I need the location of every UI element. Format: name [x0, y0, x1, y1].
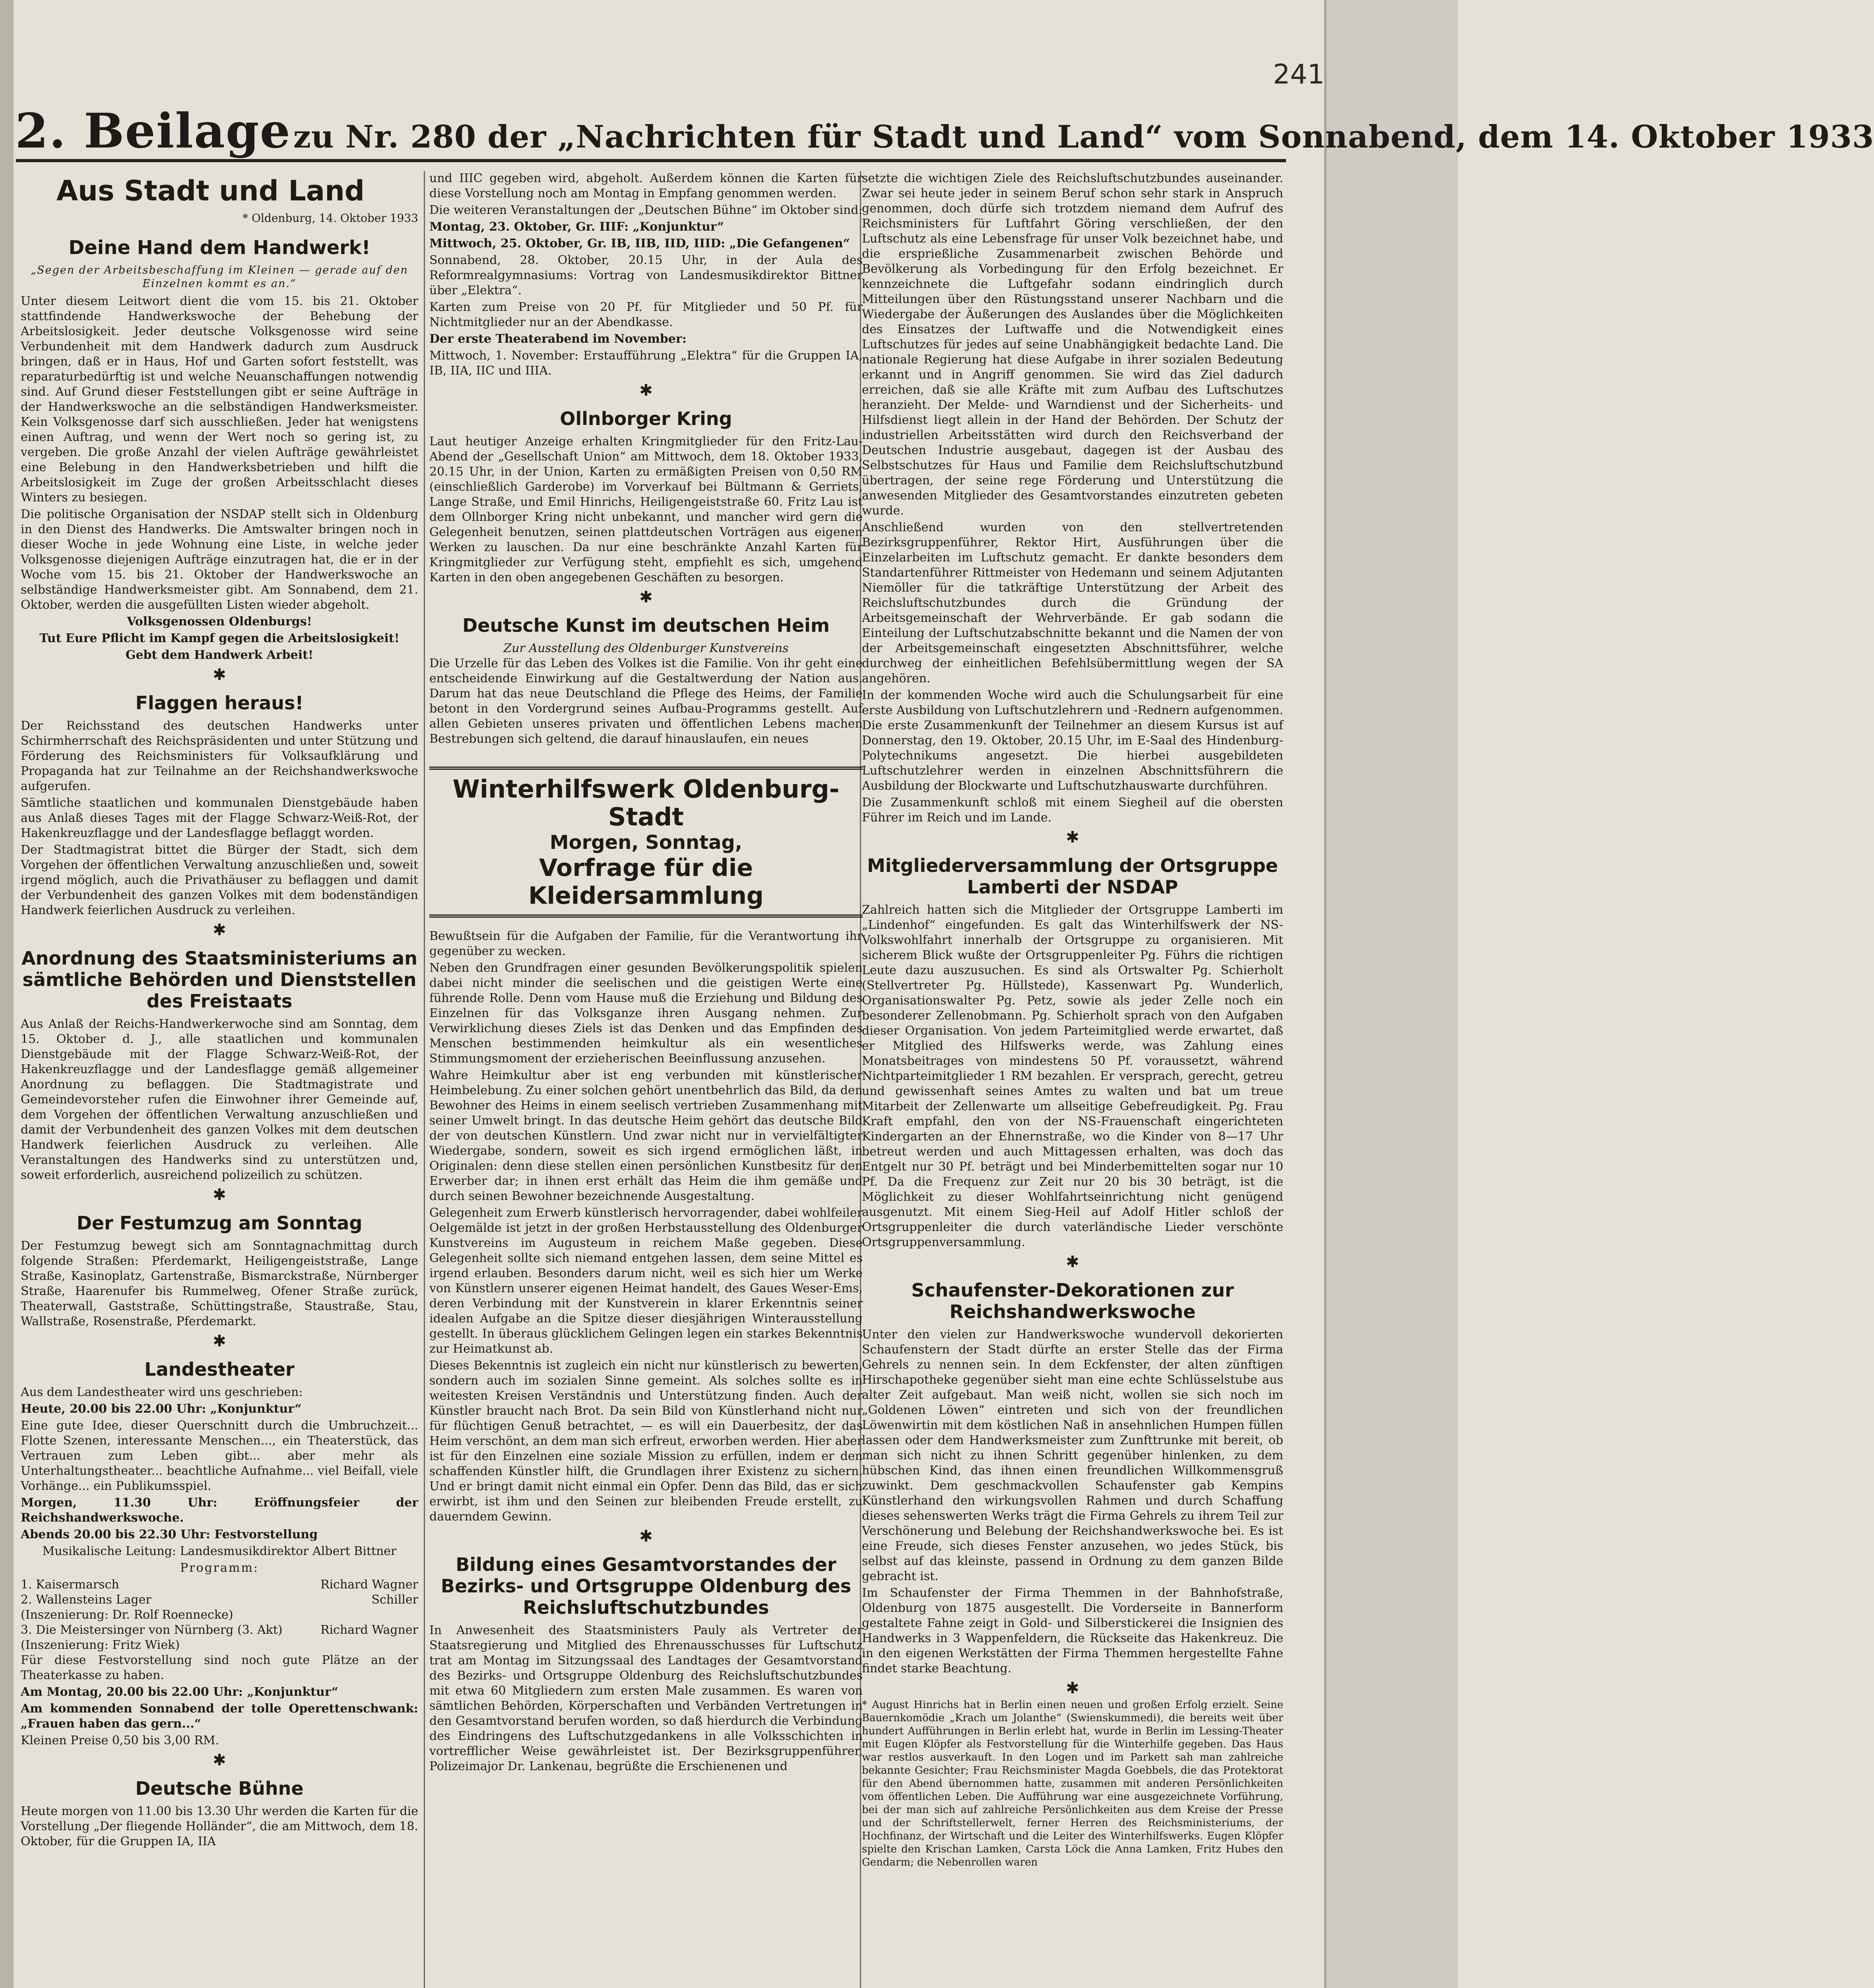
paragraph: Unter diesem Leitwort dient die vom 15. bis 21. Oktober stattfindende Handwerkswoche der Behebung der Arbeitslosigkeit. Jeder deutsche Volksgenosse wird seine Verbundenheit mit dem Handwerk dadurch zum Ausdruck bringen, daß er in Haus, Hof und Garten sofort feststellt, was reparaturbedürftig ist und welche Neuanschaffungen notwendig sind. Auf Grund dieser Feststellungen gibt er seine Aufträge in der Handwerkswoche an die selbständigen Handwerksmeister. Kein Volksgenosse darf sich ausschließen. Jeder hat wenigstens einen Auftrag, und wenn der Wert noch so gering ist, zu vergeben. Die große Anzahl der vielen Aufträge gewährleistet eine Belebung in den Handwerksbetrieben und hilft die Arbeitslosigkeit im Zuge der großen Arbeitsschlacht dieses Winters zu besiegen. [21, 294, 418, 505]
paragraph: Eine gute Idee, dieser Querschnitt durch die Umbruchzeit... Flotte Szenen, interessante Menschen..., ein Theaterstück, das Vertrauen zum Leben gibt... aber mehr als Unterhaltungstheater... beachtliche Aufnahme... viel Beifall, viele Vorhänge... ein Publikumsspiel. [21, 1419, 418, 1493]
column-3 [862, 171, 1283, 1988]
dateline: * Oldenburg, 14. Oktober 1933 [242, 212, 418, 225]
paragraph: Am kommenden Sonnabend der tolle Operettenschwank: „Frauen haben das gern...“ [21, 1702, 418, 1731]
paragraph: Sonnabend, 28. Oktober, 20.15 Uhr, in der Aula des Reformrealgymnasiums: Vortrag von Landesmusikdirektor Bittner über „Elektra“. [429, 253, 863, 297]
article-title: Landestheater [144, 1359, 295, 1380]
paragraph: Aus Anlaß der Reichs-Handwerkerwoche sind am Sonntag, dem 15. Oktober d. J., alle staatlichen und kommunalen Dienstgebäude mit der Flagge Schwarz-Weiß-Rot, der Hakenkreuzflagge und der Landesflagge gemäß allgemeiner Anordnung zu beflaggen. Die Stadtmagistrate und Gemeindevorsteher rufen die Einwohner ihrer Gemeinde auf, dem Vorgehen der öffentlichen Verwaltung anzuschließen und damit der Verbundenheit des ganzen Volkes mit dem deutschen Handwerk feierlichen Ausdruck zu verleihen. Alle Veranstaltungen des Handwerks sind zu unterstützen und, soweit erforderlich, ausreichend polizeilich zu schützen. [21, 1017, 418, 1182]
announcement-box [429, 767, 863, 918]
paragraph: Heute morgen von 11.00 bis 13.30 Uhr werden die Karten für die Vorstellung „Der fliegende Holländer“, die am Mittwoch, dem 18. Oktober, für die Gruppen IA, IIA [21, 1804, 419, 1848]
masthead-text: zu Nr. 280 der „Nachrichten für Stadt und Land“ vom Sonnabend, dem 14. Oktober 1933 [293, 119, 1874, 155]
article-title: Ollnborger Kring [560, 408, 732, 429]
paragraph: Anschließend wurden von den stellvertretenden Bezirksgruppenführer, Rektor Hirt, Ausführungen über die Einzelarbeiten im Luftschutz gemacht. Er dankte besonders dem Standartenführer Rittmeister von Hedemann und seinem Adjutanten Niemöller für die tatkräftige Unterstützung der Arbeit des Reichsluftschutzbundes durch die Gründung der Arbeitsgemeinschaft der Wehrverbände. Er gab sodann die Einteilung der Luftschutzabschnitte bekannt und die Namen der von der Arbeitsgemeinschaft eingesetzten Abschnittsführer, welche durchweg der einheitlichen Befehlsübermittlung wegen der SA angehören. [862, 520, 1283, 685]
separator-star: ✱ [213, 1186, 226, 1204]
supplement-number: 2. Beilage [15, 103, 291, 159]
paragraph: Der Festumzug bewegt sich am Sonntagnachmittag durch folgende Straßen: Pferdemarkt, Heiligengeiststraße, Lange Straße, Kasinoplatz, Gartenstraße, Bismarckstraße, Nürnberger Straße, Haarenufer bis Rummelweg, Ofener Straße zurück, Theaterwall, Gaststraße, Schüttingstraße, Staustraße, Stau, Wallstraße, Rosenstraße, Pferdemarkt. [21, 1239, 418, 1328]
article-motto: „Segen der Arbeitsbeschaffung im Kleinen — gerade auf den Einzelnen kommt es an.“ [31, 264, 408, 290]
appeal-line: Gebt dem Handwerk Arbeit! [125, 648, 314, 662]
announcement-subtitle: Morgen, Sonntag, [549, 831, 743, 854]
paragraph: Aus dem Landestheater wird uns geschrieben: [21, 1385, 303, 1399]
paragraph: Die Urzelle für das Leben des Volkes ist die Familie. Von ihr geht eine entscheidende Einwirkung auf die Gestaltwerdung der Nation aus. Darum hat das neue Deutschland die Pflege des Heims, der Familie betont in den Vordergrund seines Aufbau-Programms gestellt. Auf allen Gebieten unseres privaten und öffentlichen Lebens machen Bestrebungen sich geltend, die darauf hinauslaufen, ein neues [429, 656, 863, 746]
paragraph: Die weiteren Veranstaltungen der „Deutschen Bühne“ im Oktober sind: [429, 203, 863, 217]
separator-star: ✱ [639, 1527, 653, 1545]
paragraph: und IIIC gegeben wird, abgeholt. Außerdem können die Karten für diese Vorstellung noch am Montag in Empfang genommen werden. [429, 171, 863, 200]
appeal-line: Volksgenossen Oldenburgs! [127, 615, 312, 629]
separator-star: ✱ [213, 921, 226, 939]
paragraph: Mittwoch, 1. November: Erstaufführung „Elektra“ für die Gruppen IA, IB, IIA, IIC und IIIA. [429, 349, 863, 378]
separator-star: ✱ [1066, 1679, 1079, 1697]
announcement-title: Winterhilfswerk Oldenburg-Stadt [452, 775, 840, 831]
appeal-line: Tut Eure Pflicht im Kampf gegen die Arbeitslosigkeit! [39, 631, 400, 645]
separator-star: ✱ [1066, 1253, 1079, 1271]
paragraph: Karten zum Preise von 20 Pf. für Mitglieder und 50 Pf. für Nichtmitglieder nur an der Abendkasse. [429, 300, 863, 329]
article-title: Mitgliederversammlung der Ortsgruppe Lamberti der NSDAP [867, 855, 1278, 898]
column-2 [429, 171, 863, 1988]
article-title: Flaggen heraus! [135, 692, 304, 714]
column-divider [424, 171, 425, 1988]
column-1 [21, 171, 418, 1988]
article-title: Anordnung des Staatsministeriums an sämtliche Behörden und Dienststellen des Freistaats [21, 947, 417, 1012]
paragraph: Der erste Theaterabend im November: [429, 332, 687, 346]
article-title: Deine Hand dem Handwerk! [68, 237, 371, 259]
paragraph: In der kommenden Woche wird auch die Schulungsarbeit für eine erste Ausbildung von Luftschutzlehrern und -Rednern aufgenommen. Die erste Zusammenkunft der Teilnehmer an diesem Kursus ist auf Donnerstag, den 19. Oktober, 20.15 Uhr, im E-Saal des Hindenburg-Polytechnikums angesetzt. Die hierbei ausgebildeten Luftschutzlehrer werden in einzelnen Abschnittsführern die Ausbildung der Blockwarte und Luftschutzhauswarte durchführen. [862, 688, 1283, 793]
paragraph: setzte die wichtigen Ziele des Reichsluftschutzbundes auseinander. Zwar sei heute jeder in seinem Beruf schon sehr stark in Anspruch genommen, doch dürfe sich trotzdem niemand dem Aufruf des Reichsministers für Luftfahrt Göring verschließen, der den Luftschutz als eine Lebensfrage für unser Volk bezeichnet habe, und die ersprießliche Zusammenarbeit zwischen Behörde und Bevölkerung als Vorbedingung für den Erfolg bezeichnet. Er kennzeichnete die Luftgefahr sodann eindringlich durch Mitteilungen über den Rüstungsstand unserer Nachbarn und die Wiedergabe der Äußerungen des Auslandes über die Möglichkeiten des Einsatzes der Luftwaffe und die Notwendigkeit eines Luftschutzes für jedes auf seine Unabhängigkeit bedachte Land. Die nationale Regierung hat diese Aufgabe in ihrer sozialen Bedeutung erkannt und in Angriff genommen. Sie wird das Ziel dadurch erreichen, daß sie alle Kräfte mit zum Aufbau des Luftschutzes heranzieht. Der Melde- und Warndienst und der Sicherheits- und Hilfsdienst liegt allein in der Hand der Behörden. Der Schutz der industriellen Arbeitsstätten wird durch den Reichsverband der Deutschen Industrie ausgebaut, dagegen ist der Ausbau des Selbstschutzes für Haus und Familie dem Reichsluftschutzbund übertragen, der seine rege Förderung und Unterstützung die anwesenden Mitglieder des Gesamtvorstandes einzutreten gebeten wurde. [862, 171, 1283, 518]
program-item: 2. Wallensteins Lager Schiller [21, 1593, 418, 1607]
separator-star: ✱ [1066, 828, 1079, 846]
page-number: 241 [1273, 59, 1325, 90]
article-title: Schaufenster-Dekorationen zur Reichshandwerkswoche [911, 1279, 1234, 1322]
separator-star: ✱ [213, 1751, 226, 1769]
section-title: Aus Stadt und Land [56, 175, 365, 207]
paragraph: Wahre Heimkultur aber ist eng verbunden mit künstlerischer Heimbelebung. Zu einer solchen gehört unentbehrlich das Bild, da den Bewohner des Heims in einem seelisch vertrieben Zusammenhang mit seiner Umwelt bringt. In das deutsche Heim gehört das deutsche Bild der von deutschen Künstlern. Und zwar nicht nur in vervielfältigter Wiedergabe, sondern, soweit es sich irgend ermöglichen läßt, in Originalen: denn diese stellen einen persönlichen Kunstbesitz für den Erwerber dar; in ihnen erst erhält das Heim die ihm gemäße und durch seinen Bewohner bezeichnende Ausgestaltung. [429, 1068, 863, 1203]
article-subtitle: Zur Ausstellung des Oldenburger Kunstvereins [503, 641, 789, 655]
article-title: Deutsche Bühne [135, 1778, 304, 1799]
paragraph: Heute, 20.00 bis 22.00 Uhr: „Konjunktur“ [21, 1402, 302, 1416]
paragraph: Gelegenheit zum Erwerb künstlerisch hervorragender, dabei wohlfeiler Oelgemälde ist jetzt in der großen Herbstausstellung des Oldenburger Kunstvereins im Augusteum in reichem Maße gegeben. Diese Gelegenheit sollte sich niemand entgehen lassen, dem seine Mittel es irgend erlauben. Besonders darum nicht, weil es sich hier um Werke von Künstlern unserer eigenen Heimat handelt, des Gaues Weser-Ems, deren Verbindung mit der Kunstverein in klarer Erkenntnis seiner idealen Aufgabe an die Spitze dieser diesjährigen Winterausstellung gestellt. In überaus glücklichem Gelingen legen ein starkes Bekenntnis zur Heimatkunst ab. [429, 1206, 863, 1356]
paragraph: Bewußtsein für die Aufgaben der Familie, für die Verantwortung ihr gegenüber zu wecken. [429, 929, 863, 958]
paragraph: Sämtliche staatlichen und kommunalen Dienstgebäude haben aus Anlaß dieses Tages mit der Flagge Schwarz-Weiß-Rot, der Hakenkreuzflagge und der Landesflagge beflaggt worden. [21, 796, 418, 840]
program-item: 1. Kaisermarsch Richard Wagner [21, 1578, 418, 1592]
program-item: (Inszenierung: Dr. Rolf Roennecke) [21, 1608, 233, 1622]
paragraph: Montag, 23. Oktober, Gr. IIIF: „Konjunktur“ [429, 220, 724, 234]
paragraph: Die politische Organisation der NSDAP stellt sich in Oldenburg in den Dienst des Handwerks. Die Amtswalter bringen noch in dieser Woche in jede Wohnung eine Liste, in welche jeder Volksgenosse diejenigen Aufträge einzutragen hat, die er in der Woche vom 15. bis 21. Oktober der Handwerkswoche an selbständige Handwerksmeister gibt. Am Sonnabend, dem 21. Oktober, werden die ausgefüllten Listen wieder abgeholt. [21, 507, 418, 612]
paragraph: Laut heutiger Anzeige erhalten Kringmitglieder für den Fritz-Lau-Abend der „Gesellschaft Union“ am Mittwoch, dem 18. Oktober 1933, 20.15 Uhr, in der Union, Karten zu ermäßigten Preisen von 0,50 RM (einschließlich Garderobe) im Vorverkauf bei Bültmann & Gerriets, Lange Straße, und Emil Hinrichs, Heiligengeiststraße 60. Fritz Lau ist dem Ollnborger Kring nicht unbekannt, und mancher wird gern die Gelegenheit benutzen, seinen plattdeutschen Vorträgen aus eigenen Werken zu lauschen. Da nur eine beschränkte Anzahl Karten für Kringmitglieder zur Verfügung steht, empfiehlt es sich, umgehend Karten in den oben angegebenen Geschäften zu besorgen. [429, 435, 863, 584]
paragraph: Am Montag, 20.00 bis 22.00 Uhr: „Konjunktur“ [21, 1685, 339, 1699]
paragraph: Unter den vielen zur Handwerkswoche wundervoll dekorierten Schaufenstern der Stadt dürfte an erster Stelle das der Firma Gehrels zu nennen sein. In dem Eckfenster, der alten zünftigen Hirschapotheke gegenüber sieht man eine echte Schlüsselstube aus alter Zeit aufgebaut. Man weiß nicht, wollen sie sich noch im „Goldenen Löwen“ eintreten und sich von der freundlichen Löwenwirtin mit dem köstlichen Naß in ansehnlichen Humpen füllen lassen oder dem Handwerksmeister zum Zunfttrunke mit bereit, ob man sich nicht zu ihnen Schritt gegenüber hinlenken, zu dem hübschen Kind, das ihnen einen freundlichen Willkommensgruß zuwinkt. Dem geschmackvollen Schaufenster gab Kempins Künstlerhand den wirkungsvollen Rahmen und durch Schaffung dieses sehenswerten Werks trägt die Firma Gehrels zu ihrem Teil zur Verschönerung und Belebung der Reichshandwerkswoche bei. Es ist eine Freude, sich dieses Fenster anzusehen, wo jedes Stück, bis selbst auf das kleinste, passend in Ordnung zu dem ganzen Bilde gebracht ist. [862, 1328, 1283, 1583]
paragraph: Zahlreich hatten sich die Mitglieder der Ortsgruppe Lamberti im „Lindenhof“ eingefunden. Es galt das Winterhilfswerk der NS-Volkswohlfahrt innerhalb der Ortsgruppe zu organisieren. Mit sicherem Blick wußte der Ortsgruppenleiter Pg. Führs die richtigen Leute dazu auszusuchen. Es sind als Ortswalter Pg. Schierholt (Stellvertreter Pg. Hüllstede), Kassenwart Pg. Wunderlich, Organisationswalter Pg. Petz, sowie als jeder Zelle noch ein besonderer Zellenobmann. Pg. Schierholt sprach von den Aufgaben dieser Organisation. Von jedem Parteimitglied werde erwartet, daß er Mitglied des Hilfswerks werde, was Zahlung eines Monatsbeitrages von mindestens 50 Pf. voraussetzt, während Nichtparteimitglieder 1 RM bezahlen. Er versprach, gerecht, getreu und gewissenhaft seines Amtes zu walten und bat um treue Mitarbeit der Zellenwarte um allseitige Gebefreudigkeit. Pg. Frau Kraft empfahl, den von der NS-Frauenschaft eingerichteten Kindergarten an der Ehnernstraße, wo die Kinder von 8—17 Uhr betreut werden und auch Mittagessen erhalten, was doch das Entgelt nur 30 Pf. beträgt und bei Minderbemittelten sogar nur 10 Pf. Da die Frequenz zur Zeit nur 20 bis 30 beträgt, ist die Möglichkeit zu dieser Wohlfahrtseinrichtung nicht genügend ausgenutzt. Mit einem Sieg-Heil auf Adolf Hitler schloß der Ortsgruppenleiter die durch vaterländische Lieder verschönte Ortsgruppenversammlung. [862, 903, 1283, 1249]
program-item: 3. Die Meistersinger von Nürnberg (3. Akt) Richard Wagner [21, 1623, 418, 1637]
paragraph: Abends 20.00 bis 22.30 Uhr: Festvorstellung [21, 1528, 318, 1541]
paragraph: Kleinen Preise 0,50 bis 3,00 RM. [21, 1734, 219, 1747]
article-title: Der Festumzug am Sonntag [76, 1212, 363, 1234]
paragraph: Neben den Grundfragen einer gesunden Bevölkerungspolitik spielen dabei nicht minder die seelischen und die geistigen Werte eine führende Rolle. Denn vom Hause muß die Erziehung und Bildung des Einzelnen für das Volksganze ihren Ausgang nehmen. Zur Verwirklichung dieses Ziels ist das Denken und das Empfinden des Menschen bestimmenden heimkultur als ein wesentliches Stimmungsmoment der erzieherischen Beeinflussung anzusehen. [429, 961, 863, 1066]
article-title: Bildung eines Gesamtvorstandes der Bezirks- und Ortsgruppe Oldenburg des Reichsluftschutzbundes [440, 1554, 852, 1618]
paragraph: Der Stadtmagistrat bittet die Bürger der Stadt, sich dem Vorgehen der öffentlichen Verwaltung anzuschließen und, soweit irgend möglich, auch die Privathäuser zu beflaggen und damit der Verbundenheit des ganzen Volkes mit dem bodenständigen Handwerk feierlichen Ausdruck zu verleihen. [21, 843, 418, 917]
masthead [15, 103, 1874, 159]
scan-left-edge [0, 0, 14, 1988]
paragraph: Dieses Bekenntnis ist zugleich ein nicht nur künstlerisch zu bewerten, sondern auch im sozialen Sinne gemeint. Als solches sollte es in weitesten Kreisen Verständnis und Unterstützung finden. Auch der Künstler braucht nach Brot. Da sein Bild von Künstlerhand nicht nur für flüchtigen Genuß betrachtet, — es will ein Dauerbesitz, der das Heim verschönt, an dem man sich erfreut, erworben werden. Hier aber ist für den Einzelnen eine soziale Mission zu erfüllen, indem er den schaffenden Künstler hilft, die Grundlagen ihrer Existenz zu sichern. Und er bringt damit nicht einmal ein Opfer. Denn das Bild, das er sich erwirbt, ist ihm und den Seinen zur bleibenden Freude erstellt, zu dauerndem Gewinn. [429, 1359, 863, 1524]
paragraph: Im Schaufenster der Firma Themmen in der Bahnhofstraße, Oldenburg von 1875 ausgestellt. Die Vorderseite in Bannerform gestaltete Fahne zeigt in Gold- und Silberstickerei die Insignien des Handwerks in 3 Wappenfeldern, die Rückseite das Hakenkreuz. Die in den eigenen Werkstätten der Firma Themmen hergestellte Fahne findet starke Beachtung. [862, 1586, 1283, 1675]
paragraph: In Anwesenheit des Staatsministers Pauly als Vertreter der Staatsregierung und Mitglied des Ehrenausschusses für Luftschutz trat am Montag im Sitzungssaal des Landtages der Gesamtvorstand des Bezirks- und Ortsgruppe Oldenburg des Reichsluftschutzbundes mit etwa 60 Mitgliedern zum ersten Male zusammen. Es waren von sämtlichen Behörden, Körperschaften und Verbänden Vertretungen in den Gesamtvorstand berufen worden, so daß hierdurch die Verbindung des Eindringens des Luftschutzgedankens in alle Volksschichten in vortrefflicher Weise gewährleistet ist. Der Bezirksgruppenführer, Polizeimajor Dr. Lankenau, begrüßte die Erschienenen und [429, 1623, 863, 1773]
paragraph: Der Reichsstand des deutschen Handwerks unter Schirmherrschaft des Reichspräsidenten und unter Stützung und Förderung des Reichsministers für Volksaufklärung und Propaganda hat zur Teilnahme an der Reichshandwerkswoche aufgerufen. [21, 719, 418, 793]
program-heading: Programm: [180, 1561, 259, 1575]
separator-star: ✱ [213, 666, 226, 684]
paragraph: Für diese Festvorstellung sind noch gute Plätze an der Theaterkasse zu haben. [21, 1653, 418, 1682]
separator-star: ✱ [213, 1332, 226, 1350]
program-item: (Inszenierung: Fritz Wiek) [21, 1638, 180, 1652]
scan-right-margin [1324, 0, 1458, 1988]
paragraph: Morgen, 11.30 Uhr: Eröffnungsfeier der Reichshandwerkswoche. [21, 1496, 418, 1525]
paragraph: * August Hinrichs hat in Berlin einen neuen und großen Erfolg erzielt. Seine Bauernkomödie „Krach um Jolanthe“ (Swienskummedi), die bereits weit über hundert Aufführungen in Berlin erlebt hat, wurde in Berlin im Lessing-Theater mit Eugen Klöpfer als Festvorstellung für die Winterhilfe gegeben. Das Haus war restlos ausverkauft. In den Logen und im Parkett sah man zahlreiche bekannte Gesichter; Frau Reichsminister Magda Goebbels, die das Protektorat für den Abend übernommen hatte, zusammen mit anderen Persönlichkeiten vom öffentlichen Leben. Die Aufführung war eine ausgezeichnete Vorführung, bei der man sich auf zahlreiche Persönlichkeiten aus dem Kreise der Presse und der Schriftstellerwelt, ferner Herren des Reichsministeriums, der Hochfinanz, der Wirtschaft und die Leiter des Winterhilfswerks. Eugen Klöpfer spielte den Krischan Lamken, Carsta Löck die Anna Lamken, Fritz Hubes den Gendarm; die Nebenrollen waren [862, 1699, 1283, 1868]
masthead-rule [16, 159, 1286, 162]
program-list [21, 1577, 418, 1653]
separator-star: ✱ [639, 381, 653, 400]
article-title: Deutsche Kunst im deutschen Heim [462, 615, 830, 636]
announcement-headline: Vorfrage für die Kleidersammlung [528, 854, 764, 910]
paragraph: Mittwoch, 25. Oktober, Gr. IB, IIB, IID, IIID: „Die Gefangenen“ [429, 237, 850, 250]
paragraph: Die Zusammenkunft schloß mit einem Siegheil auf die obersten Führer im Reich und im Lande. [862, 796, 1283, 825]
separator-star: ✱ [639, 588, 653, 606]
paragraph: Musikalische Leitung: Landesmusikdirektor Albert Bittner [42, 1544, 397, 1558]
